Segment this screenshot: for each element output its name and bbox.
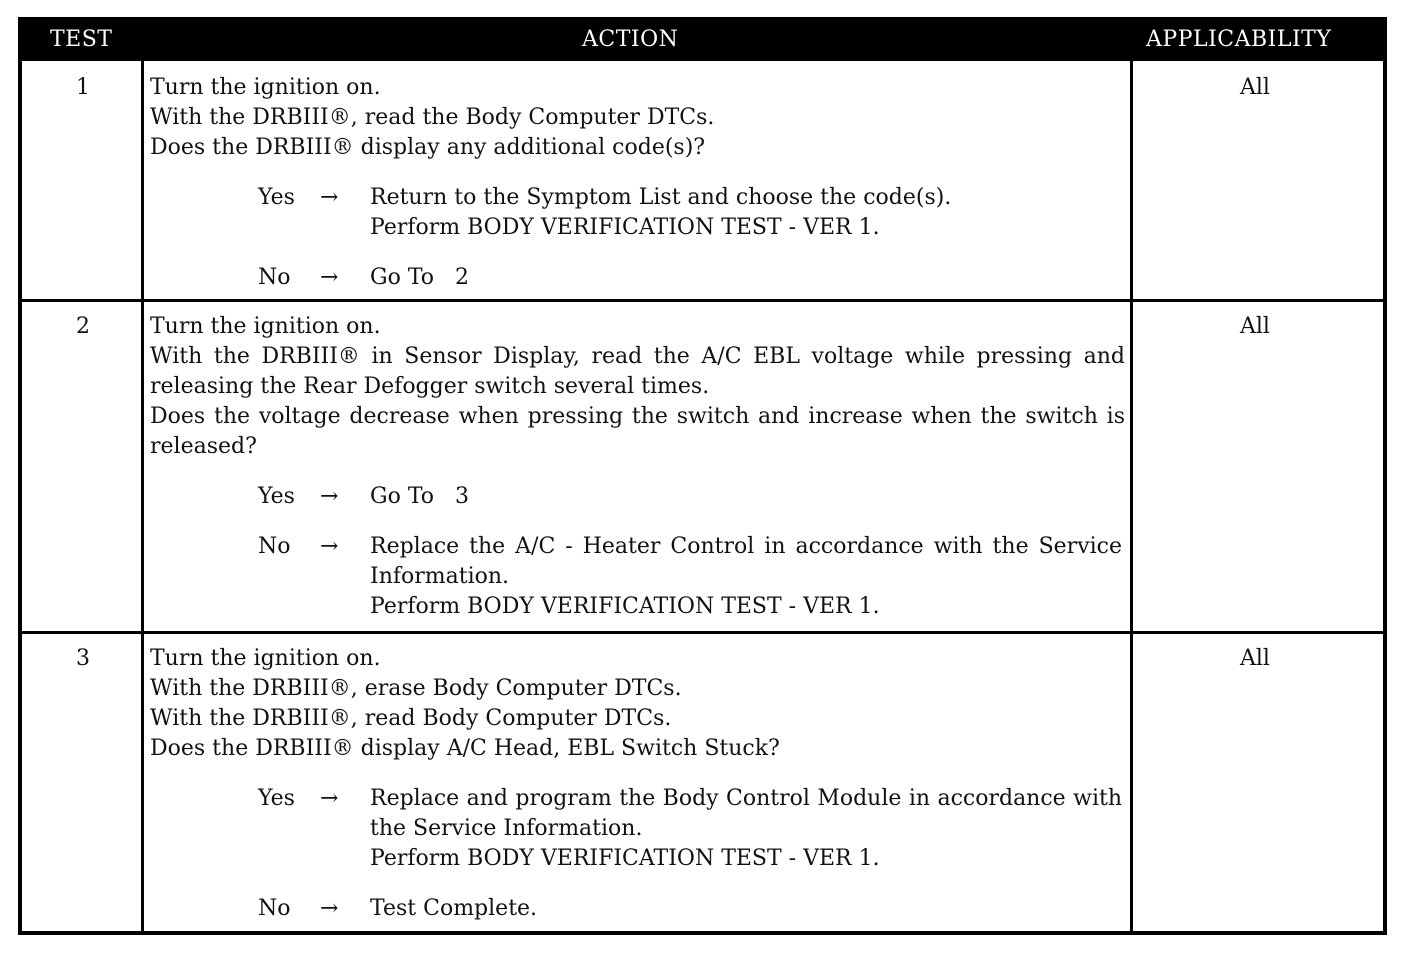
instruction-line: Turn the ignition on. <box>150 646 381 671</box>
no-result-line: Perform BODY VERIFICATION TEST - VER 1. <box>370 594 880 619</box>
yes-label: Yes <box>258 484 295 509</box>
instruction-line: With the DRBIII®, read Body Computer DTCs. <box>150 706 672 731</box>
instruction-line: Does the DRBIII® display A/C Head, EBL Switch Stuck? <box>150 736 780 761</box>
arrow-right-icon: → <box>320 786 339 811</box>
no-result-line: Test Complete. <box>370 896 538 921</box>
test-number: 2 <box>76 314 90 339</box>
arrow-right-icon: → <box>320 265 339 290</box>
column-divider <box>141 634 144 934</box>
column-divider <box>1130 302 1133 631</box>
instruction-line: With the DRBIII®, erase Body Computer DTCs. <box>150 676 682 701</box>
instruction-line: With the DRBIII® in Sensor Display, read the A/C EBL voltage while pressing and releasing the Rear Defogger switch several times. <box>150 344 1125 399</box>
arrow-right-icon: → <box>320 534 339 559</box>
no-result-line: Replace the A/C - Heater Control in accordance with the Service Information. <box>370 534 1122 589</box>
yes-branch <box>150 784 1125 874</box>
instruction-line: Turn the ignition on. <box>150 314 381 339</box>
no-label: No <box>258 534 291 559</box>
diagnostic-test-table <box>18 17 1387 935</box>
table-header <box>22 21 1383 61</box>
header-action: ACTION <box>582 27 679 52</box>
yes-branch <box>150 482 1125 512</box>
column-divider <box>1130 634 1133 934</box>
arrow-right-icon: → <box>320 185 339 210</box>
action-cell <box>150 644 1125 924</box>
column-divider <box>1130 61 1133 299</box>
header-test: TEST <box>50 27 113 52</box>
no-result-line: Go To 2 <box>370 265 469 290</box>
column-divider <box>141 302 144 631</box>
table-row-test-2 <box>22 299 1383 631</box>
yes-result-line: Perform BODY VERIFICATION TEST - VER 1. <box>370 846 880 871</box>
yes-branch <box>150 183 1125 243</box>
applicability-value: All <box>1240 75 1270 100</box>
action-cell <box>150 312 1125 622</box>
instruction-line: With the DRBIII®, read the Body Computer DTCs. <box>150 105 715 130</box>
arrow-right-icon: → <box>320 896 339 921</box>
yes-label: Yes <box>258 185 295 210</box>
applicability-value: All <box>1240 646 1270 671</box>
no-label: No <box>258 896 291 921</box>
yes-result-line: Perform BODY VERIFICATION TEST - VER 1. <box>370 215 880 240</box>
no-branch <box>150 532 1125 622</box>
applicability-value: All <box>1240 314 1270 339</box>
yes-result-line: Return to the Symptom List and choose the code(s). <box>370 185 952 210</box>
yes-result-line: Replace and program the Body Control Module in accordance with the Service Information. <box>370 786 1122 841</box>
test-number: 1 <box>76 75 90 100</box>
instruction-line: Does the voltage decrease when pressing the switch and increase when the switch is released? <box>150 404 1125 459</box>
no-label: No <box>258 265 291 290</box>
column-divider <box>141 61 144 299</box>
table-row-test-3 <box>22 631 1383 934</box>
instruction-line: Turn the ignition on. <box>150 75 381 100</box>
yes-label: Yes <box>258 786 295 811</box>
no-branch <box>150 894 1125 924</box>
arrow-right-icon: → <box>320 484 339 509</box>
test-number: 3 <box>76 646 90 671</box>
no-branch <box>150 263 1125 293</box>
action-cell <box>150 73 1125 293</box>
yes-result-line: Go To 3 <box>370 484 469 509</box>
table-row-test-1 <box>22 61 1383 299</box>
header-applicability: APPLICABILITY <box>1146 27 1332 52</box>
instruction-line: Does the DRBIII® display any additional code(s)? <box>150 135 706 160</box>
